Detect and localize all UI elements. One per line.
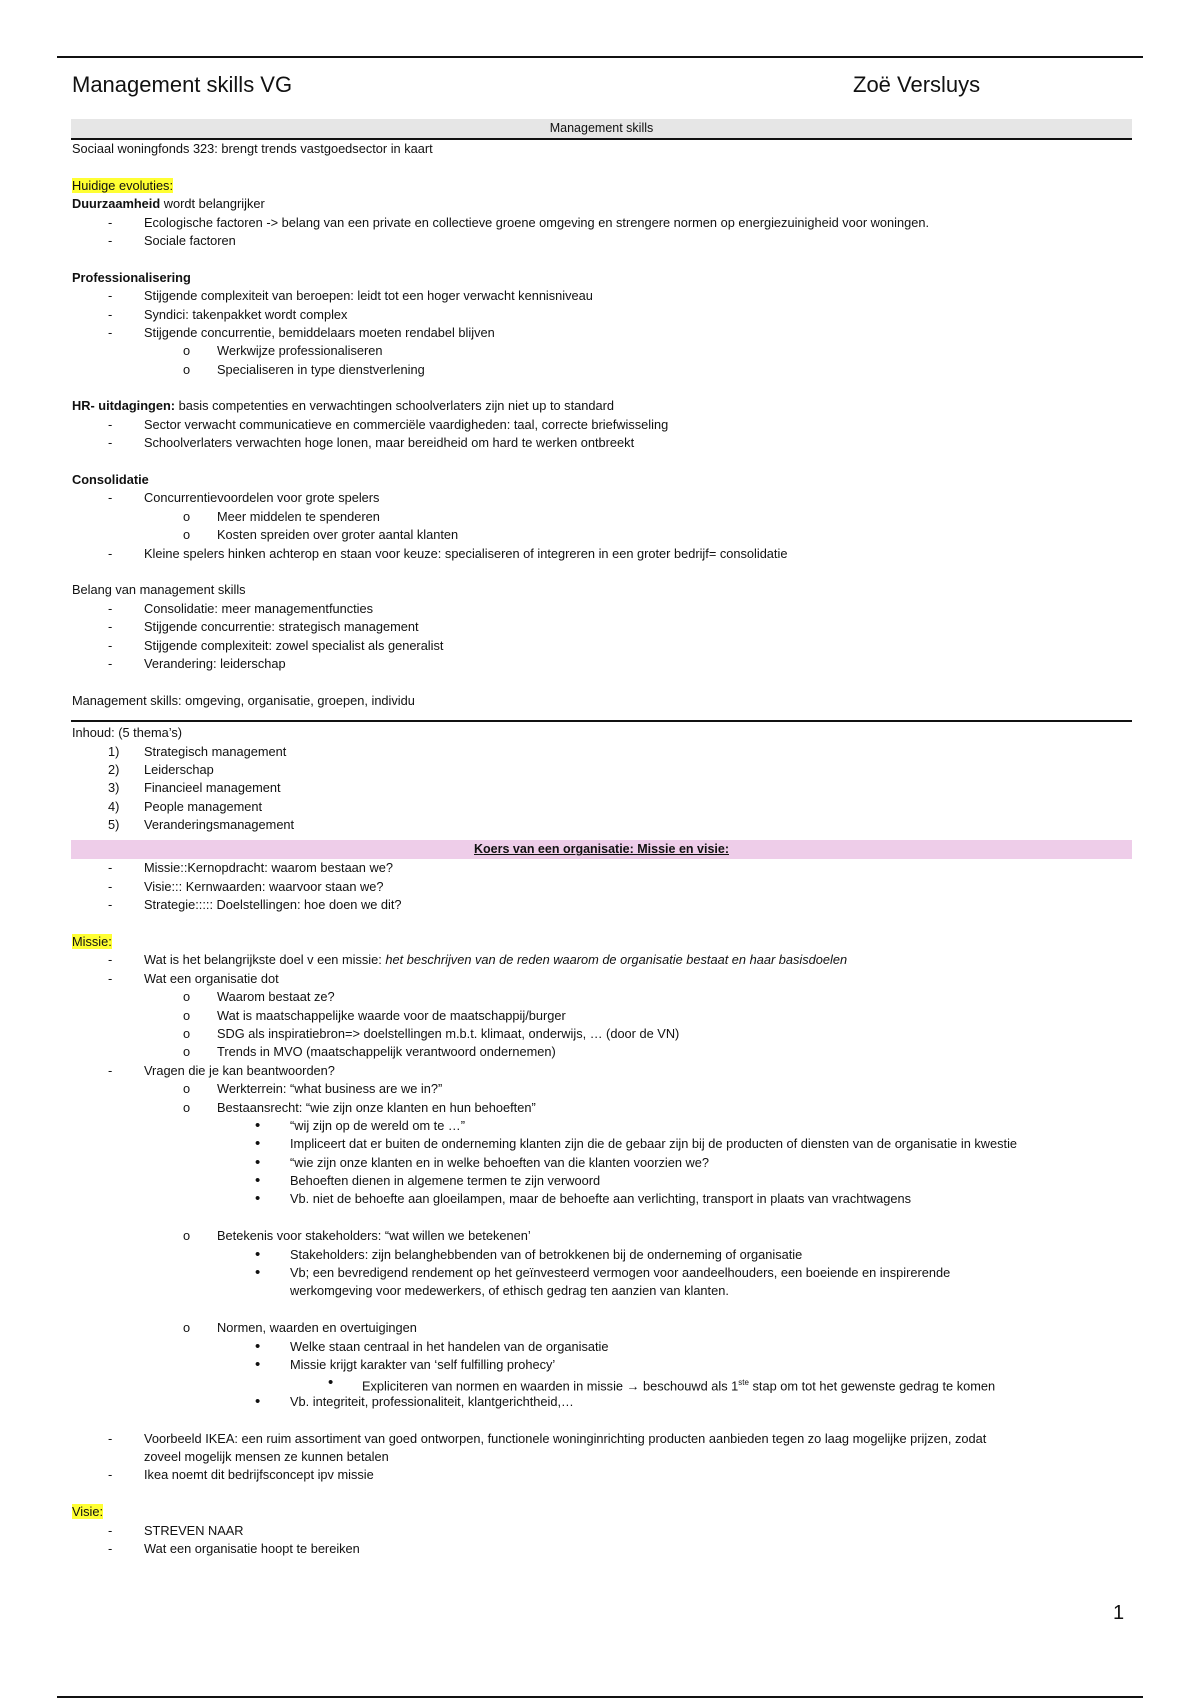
- bullet-item: • Behoeften dienen in algemene termen te zijn verwoord: [255, 1172, 601, 1190]
- belang-heading: Belang van management skills: [72, 582, 246, 598]
- list-item: - Syndici: takenpakket wordt complex: [108, 306, 348, 322]
- duurzaamheid-rest: wordt belangrijker: [160, 196, 265, 212]
- document-title: Management skills VG: [72, 72, 293, 97]
- page-number: 1: [1113, 1602, 1125, 1624]
- list-item: - Visie::: Kernwaarden: waarvoor staan we?: [108, 878, 384, 894]
- sub-list-item: o Kosten spreiden over groter aantal klanten: [183, 527, 459, 543]
- list-item: - Ecologische factoren -> belang van een private en collectieve groene omgeving en strengere normen op energiezuinigheid voor woningen.: [108, 214, 930, 230]
- list-item: - STREVEN NAAR: [108, 1522, 244, 1538]
- list-item: - Schoolverlaters verwachten hoge lonen, maar bereidheid om hard te werken ontbreekt: [108, 435, 635, 451]
- list-item: - Stijgende concurrentie, bemiddelaars moeten rendabel blijven: [108, 324, 495, 340]
- numbered-item: 5) Veranderingsmanagement: [108, 817, 295, 833]
- sub-list-item: o SDG als inspiratiebron=> doelstellingen m.b.t. klimaat, onderwijs, … (door de VN): [183, 1025, 680, 1041]
- sub-list-item: o Bestaansrecht: “wie zijn onze klanten en hun behoeften”: [183, 1099, 536, 1115]
- list-item: - Verandering: leiderschap: [108, 655, 286, 671]
- missie-heading: Missie:: [72, 934, 112, 950]
- bullet-item: • “wie zijn onze klanten en in welke behoeften van die klanten voorzien we?: [255, 1153, 710, 1171]
- footer-rule: [57, 1696, 1143, 1698]
- sub-list-item: o Wat is maatschappelijke waarde voor de maatschappij/burger: [183, 1007, 566, 1023]
- section-divider: [71, 720, 1132, 722]
- list-item: - Consolidatie: meer managementfuncties: [108, 600, 374, 616]
- list-item: - Kleine spelers hinken achterop en staan voor keuze: specialiseren of integreren in een groter bedrijf= consolidatie: [108, 545, 788, 561]
- bullet-item: • Vb. niet de behoefte aan gloeilampen, maar de behoefte aan verlichting, transport in plaats van vrachtwagens: [255, 1190, 912, 1208]
- sub-list-item: o Normen, waarden en overtuigingen: [183, 1320, 417, 1336]
- document-author: Zoë Versluys: [853, 72, 981, 97]
- list-item: - Stijgende complexiteit van beroepen: leidt tot een hoger verwacht kennisniveau: [108, 288, 593, 304]
- intro-line: Sociaal woningfonds 323: brengt trends vastgoedsector in kaart: [72, 141, 433, 156]
- highlighted-heading: Huidige evoluties:: [72, 177, 174, 193]
- duurzaamheid-bold: Duurzaamheid: [72, 196, 161, 212]
- sub-list-item: o Meer middelen te spenderen: [183, 508, 380, 524]
- list-item: - Stijgende complexiteit: zowel specialist als generalist: [108, 637, 444, 653]
- visie-heading: Visie:: [72, 1504, 104, 1520]
- list-item: - Wat een organisatie hoopt te bereiken: [108, 1540, 360, 1556]
- bullet-item: • Welke staan centraal in het handelen van de organisatie: [255, 1337, 609, 1355]
- sub-list-item: o Specialiseren in type dienstverlening: [183, 361, 425, 377]
- bullet-item-continuation: werkomgeving voor medewerkers, of ethisch gedrag ten aanzien van klanten.: [290, 1283, 729, 1299]
- duurzaamheid-line: [72, 195, 1132, 213]
- professionalisering-heading: Professionalisering: [72, 269, 191, 285]
- list-item: - Concurrentievoordelen voor grote spelers: [108, 490, 380, 506]
- list-item: - Voorbeeld IKEA: een ruim assortiment van goed ontworpen, functionele woninginrichting producten aanbieden tegen zo laag mogelijke prijzen, zodat: [108, 1430, 987, 1446]
- section-bar-management-skills: Management skills: [71, 119, 1132, 140]
- list-item: - Stijgende concurrentie: strategisch management: [108, 619, 419, 635]
- sub-list-item: o Waarom bestaat ze?: [183, 989, 335, 1005]
- sub-list-item: o Betekenis voor stakeholders: “wat willen we betekenen’: [183, 1228, 531, 1244]
- consolidatie-heading: Consolidatie: [72, 472, 149, 488]
- bullet-item: • Missie krijgt karakter van ‘self fulfilling prohecy’: [255, 1356, 556, 1373]
- list-item: - Strategie::::: Doelstellingen: hoe doen we dit?: [108, 897, 402, 913]
- list-item: - Ikea noemt dit bedrijfsconcept ipv missie: [108, 1467, 374, 1483]
- list-item: - Wat is het belangrijkste doel v een missie: het beschrijven van de reden waarom de organisatie bestaat en haar basisdoelen: [108, 952, 848, 968]
- bullet-item: • Stakeholders: zijn belanghebbenden van of betrokkenen bij de onderneming of organisatie: [255, 1245, 803, 1263]
- bullet-item: • Impliceert dat er buiten de onderneming klanten zijn die de gebaar zijn bij de producten of diensten van de organisatie in kwestie: [255, 1135, 1018, 1153]
- list-item: - Wat een organisatie dot: [108, 970, 279, 986]
- list-item-continuation: zoveel mogelijk mensen ze kunnen betalen: [144, 1448, 389, 1464]
- bullet-item: • “wij zijn op de wereld om te …”: [255, 1116, 465, 1134]
- bullet-item: • Vb; een bevredigend rendement op het geïnvesteerd vermogen voor aandeelhouders, een boeiende en inspirerende: [255, 1264, 951, 1282]
- bullet-item: • Vb. integriteit, professionaliteit, klantgerichtheid,…: [255, 1392, 574, 1410]
- belang-summary: Management skills: omgeving, organisatie, groepen, individu: [72, 692, 415, 708]
- hr-line: HR- uitdagingen: basis competenties en verwachtingen schoolverlaters zijn niet up to standard: [72, 398, 614, 414]
- document-body: [72, 119, 1132, 1558]
- sub-list-item: o Werkterrein: “what business are we in?”: [183, 1081, 443, 1097]
- list-item: - Vragen die je kan beantwoorden?: [108, 1062, 335, 1078]
- evoluties-heading: [72, 177, 1132, 195]
- sub-list-item: o Werkwijze professionaliseren: [183, 343, 383, 359]
- header-rule: [57, 56, 1143, 58]
- sub-bullet-item: • Expliciteren van normen en waarden in missie → beschouwd als 1ste stap om tot het gewenste gedrag te komen: [328, 1374, 996, 1394]
- inhoud-heading: Inhoud: (5 thema’s): [72, 725, 183, 741]
- numbered-item: 3) Financieel management: [108, 780, 281, 796]
- sub-list-item: o Trends in MVO (maatschappelijk verantwoord ondernemen): [183, 1044, 556, 1060]
- numbered-item: 2) Leiderschap: [108, 761, 214, 777]
- numbered-item: 4) People management: [108, 798, 263, 814]
- numbered-item: 1) Strategisch management: [108, 743, 287, 759]
- list-item: - Missie::Kernopdracht: waarom bestaan we?: [108, 860, 393, 876]
- list-item: - Sociale factoren: [108, 232, 236, 248]
- section-bar-koers: Koers van een organisatie: Missie en visie:: [71, 840, 1132, 859]
- list-item: - Sector verwacht communicatieve en commerciële vaardigheden: taal, correcte briefwisseling: [108, 416, 669, 432]
